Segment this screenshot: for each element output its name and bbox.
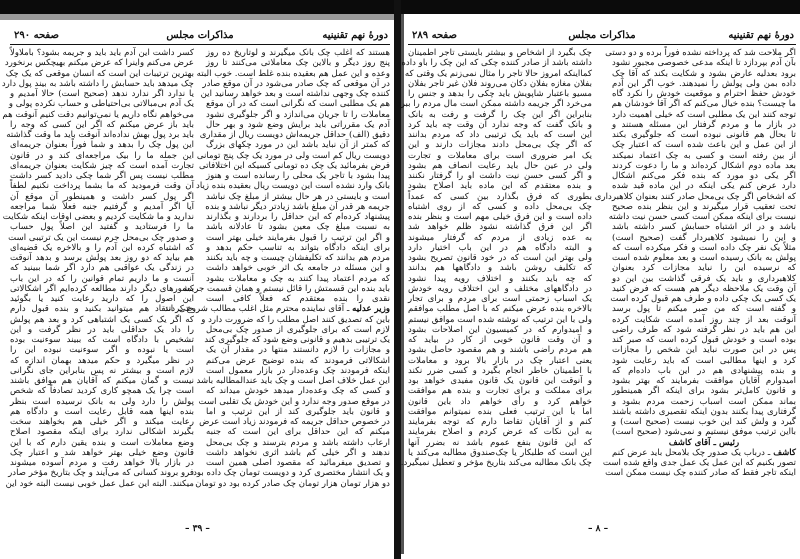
text-line: پولش را دارد ولی به بانک نرسیده است بنظر	[10, 396, 194, 407]
text-line: و آنوقت این قانون یک قانون مفیدی خواهد بود	[408, 376, 592, 386]
text-line: در خصوص حداقل جریمه که فرمودند زیاد است عرض	[199, 417, 390, 427]
text-line: پیدا بشود با تاجر یک محلی را رسانده است و هنوز	[206, 171, 390, 181]
text-line: حتی انتقاد هم میتوانید بکنید و بنده قبول دارم	[10, 304, 194, 315]
text-line: و کسی که چک وعده‌دار میدهد خودش میداند که	[206, 386, 390, 397]
text-line: مثلاً یک نفر چک داده است و فکر میکرده است که	[612, 242, 796, 253]
text-line: نقدی را بنده معتقدم که فعلاً کافی است	[206, 294, 390, 304]
text-line: خواهم کرد و رأی خواهم داد باین قانون	[408, 396, 592, 407]
text-line: باید بنده این قسمتش را قائل نیستم و همان قسمت جریمه	[182, 283, 390, 294]
text-line: وضع معاملات است و بنده یقین دارم که با این	[10, 437, 194, 448]
text-line: تجارت آمده است که چیز شکایت بعنوان جریمه‌ای	[10, 160, 194, 171]
volume-title: دورهٔ نهم تقنینیه	[728, 30, 794, 41]
speaker-text: ـ درباب یک صدور چک بلامحل باید عرض کنم	[612, 447, 771, 458]
text-line: در نظر میگیرد و حکم میدهد بهمان اندازه که	[10, 355, 194, 366]
text-line: که اشتباه کرده این آدم را و بالاخره یک قضیه‌ای	[10, 242, 194, 253]
text-line: توجه کنند این یک مطلبی است که خیلی اهمیت دارد	[612, 109, 796, 120]
text-line: ارعاب داشته باشد و مردم بترسند و چک بی‌محل	[206, 437, 390, 448]
page-footer-number: – ۸ –	[588, 524, 609, 534]
text-line: پیشنهاد کرده‌ام که این حداقل را بردارند و بگذارند	[206, 212, 390, 222]
text-line: با اطمینان خاطر انجام بگیرد و کسی ضرر نکند	[408, 365, 592, 376]
text-line: که چه باید بکنند و اختلاف رویه پیدا نشود	[408, 273, 592, 284]
text-line: آدم یک مقرراتی باید برایش وضع شود و بهر حال	[206, 119, 390, 130]
text-line: در دادگاههای مختلف و این اختلاف رویه خودش	[408, 283, 592, 294]
text-line: بنابراین اگر این چک را گرفت و رفت به بانک	[408, 109, 592, 120]
text-line: این عمل خلاف اصل است و چک باید عندالمطالبه باشد	[196, 376, 390, 386]
text-line: بهترین ترتیبات این است که انسان موقعی که یک چک	[5, 68, 194, 79]
text-line: مردم هم بدانند که تکلیفشان چیست و چه باید بکنند	[206, 253, 390, 263]
text-line: و قانون باید جلوگیری کند از این ترتیب و اما	[206, 406, 390, 417]
text-line: در موقع صدور وجه ندارد و این خودش یک تقلبی است	[198, 396, 390, 407]
text-line: بگیرند اشکالی ندارد برای اینکه مقصود اصلاح	[10, 427, 194, 438]
text-line: میکنم که این حداقل برای این است که جنبه	[206, 427, 390, 438]
text-line: و اگر این ترتیب را قبول بفرمایند خیلی بهتر است	[206, 232, 390, 243]
text-line: تشخیص با دادگاه است که ببیند سوءنیت بوده	[10, 335, 194, 345]
text-line: بطوری که فرق بگذارد بین کسی که عمداً	[408, 191, 592, 202]
text-column-left	[396, 48, 592, 468]
text-line: پنج روز دیگر و بالاین چک معاملاتی می‌کنند تا روز	[206, 58, 390, 69]
text-line: کرد و اینها مطالبی است که باید رعایت شود	[612, 355, 796, 366]
book-spine	[394, 0, 401, 559]
text-line: نیست و گمان میکنم که آقایان هم موافق باشند	[10, 376, 194, 386]
text-line: چک بی‌محل داده و کسی که از روی اشتباه	[408, 201, 592, 212]
text-line: داده بمن ولی پولش را نمیدهند. خوب اگر این آدم	[612, 78, 796, 89]
text-line: است چرا یک همچو کاری کردید تصادفاً که شخص	[10, 386, 194, 397]
text-line: بعد ماده دوم اشکال کرده‌اند و ما را دعوت کردند	[612, 160, 796, 171]
text-line: و اگر کسی حسن نیت داشت او را گرفتار نکنند	[408, 171, 592, 181]
text-line: ولی در عین حال باید رعایت انصاف هم بشود	[408, 160, 592, 171]
text-line: کسر داشت این آدم باید باید و جریمه بشود؟ باملاولاً	[10, 48, 194, 58]
text-line: این پول چک را بدهد و شما فوراً بعنوان جریمه‌ای	[10, 140, 194, 151]
text-line: ما را فرستادید و گفتید این اصلاً پول حساب	[10, 222, 194, 233]
text-line: این هم باید در نظر گرفته شود که طرف راضی	[612, 324, 796, 335]
text-line: برود بعدلیه عارض بشود و شکایت بکند که آقا چک	[612, 68, 796, 79]
text-line: که اگر چک بی‌محل دادند مجازات دارند و این	[408, 140, 592, 151]
text-line: اگر ملاحت شد که پرداخته نشده فوراً برده و دو دستی	[605, 48, 796, 58]
text-line: اینکه تاجر فقط که صادر کننده چک نیست ممکن است	[605, 468, 796, 479]
text-line: ولی بهتر این است که در خود قانون تصریح بشود	[408, 253, 592, 263]
text-line: که مردم اعتماد پیدا کنند به چک و معاملات بشود	[206, 273, 390, 284]
text-line: ولی با این ترتیب که نوشته شده است موافق نیستم	[408, 314, 592, 325]
text-line: این است که طلبکار یا چک‌صندوق مطالبه می‌کند یا	[408, 447, 592, 458]
text-line: چک بگیرد از اشخاص و بیشتر بایستی تاجر اطمینان	[408, 48, 592, 58]
text-line: لازم است که برای جلوگیری از صدور چک بی‌محل	[206, 324, 390, 335]
page-number: صفحه ۲۹۰	[14, 30, 59, 41]
text-line: دقیق (الف) حداقل جریمه‌اش دویست ریال از مقداری	[199, 130, 390, 140]
text-line: بنده اینها همه قابل رعایت است و دادگاه هم	[10, 406, 194, 417]
text-line: آن وقت یک ملاحظه دیگر هم هست که فرض کنید	[612, 283, 796, 294]
text-line: به عده زیادی از مردم که گرفتار میشوند	[408, 232, 592, 243]
text-line: آنست و ما داریم تمام قوانین را که در این باب	[10, 273, 194, 284]
page-number: صفحه ۲۸۹	[412, 30, 457, 41]
text-line: کمااینکه امروز حالا تاجر را مثال نمی‌زنم یک وقتی که	[404, 68, 592, 79]
text-line: بانک وارد نشده است این دویست ریال بعقیده بنده زیاد	[196, 181, 390, 192]
text-line: داده است و این فرق خیلی مهم است و بنظر بنده	[408, 212, 592, 222]
text-line: اگر پول کسر داشت و همینطور آن موقع آن	[10, 191, 194, 202]
scan-shadow	[0, 14, 400, 20]
text-line: که کمتر از آن نباید باشد این در مورد چکهای بزرگ	[206, 140, 390, 151]
text-line: ما چیست؟ بنده خیال می‌کنم که اگر آقا خودشان هم	[611, 99, 796, 110]
text-line: عرض می‌کنم واینرا که عرض میکنم بهیچکس برنخورد	[4, 58, 194, 69]
text-line: خودش حفظ احترام و موقعیت خودش را نکرد گاه	[612, 89, 796, 99]
text-line: که این قانون بنفع عموم باشد نه بضرر آنها	[408, 437, 592, 448]
page-header	[408, 28, 796, 45]
text-line: و بنده معتقدم که این ماده باید اصلاح بشود	[408, 181, 592, 192]
text-line: فرو بروند کسانی که می‌آیند و چک بتاریخ مؤخر صادر	[8, 468, 194, 479]
text-line: یک ترتیبی بدهیم و قانونی وضع شود که جلوگیری کند	[204, 335, 390, 345]
text-line: را داد یک حداقلی باید در نظر گرفت و این	[10, 324, 194, 335]
text-line: برای اینکه دادگاه بتواند به تناسب حکم بدهد و	[206, 242, 390, 253]
text-line: از بین رفته است و کسی به چک اعتماد نمیکند	[612, 150, 796, 161]
text-line: در زندگی یک عواقبی هم دارد اگر شما ببینید که	[10, 263, 194, 274]
text-line: معاملات را تا جریان می‌اندازد و اگر جلوگیری نشود	[206, 109, 390, 120]
text-line: وعده و این عمل هم بعقیده بنده غلط است. خوب البته	[196, 68, 390, 79]
text-line: و این را نمیشود کلاهبردار گفت (صحیح است)	[612, 232, 796, 243]
text-line: گرفتاری پیدا بکنند بدون اینکه تقصیری داشته باشند	[612, 406, 796, 417]
text-line: که اگر یک کسی یک اشتباهی کرد و بعد هم پولش	[10, 314, 194, 325]
text-line: و قانون کامل‌تر بشود برای اینکه اگر همینطور	[612, 386, 796, 397]
text-line: اگر این فرق گذاشته نشود ظلم خواهد شد	[408, 222, 592, 233]
page-footer-number: – ۳۹ –	[185, 524, 210, 534]
volume-title: دورهٔ نهم تقنینیه	[322, 30, 388, 41]
text-column-left	[1, 48, 194, 489]
text-line: و یک انتشار مختصری کرد و دویست تومان چک داده بود	[193, 468, 390, 479]
text-line: قانون وضع خیلی بهتر خواهد شد و اعتبار چک	[10, 447, 194, 458]
text-line: در بازار ما و مردم گرفتار این مسئله هستند و	[612, 119, 796, 130]
text-line: دویست ریال کم است ولی در مورد یک چک پنج تومانی	[196, 150, 390, 161]
text-line: و مجازات را لازم دانستند منتها در مقدار آن یک	[206, 345, 390, 356]
text-column-right	[594, 48, 797, 479]
running-title: مذاکرات مجلس	[568, 30, 636, 41]
text-line: مسیو باعتبار شاپویش باید چکی را بدهد و جنس را	[408, 89, 592, 99]
text-line: در بازار بالا خواهد رفت و مردم آسوده میشوند	[10, 458, 194, 468]
text-line: بوده است و خودش قبول کرده است که صبر کند	[612, 335, 796, 345]
right-page	[396, 28, 797, 548]
text-line: و البته دادگاه هم در این باب اختیار دارد	[408, 242, 592, 253]
text-line: و صدور چک بی‌محل جرم نیست این یک ترتیبی است	[8, 232, 194, 243]
text-line: و بنده پیشنهادی هم در این باب داده‌ام که	[612, 365, 796, 376]
text-line: یک کسی یک چکی داده و طرف هم قبول کرده است	[610, 294, 796, 304]
text-line: این است که باید یک ترتیبی داد که مردم بدانند	[408, 130, 592, 140]
text-line: کننده چک وجهی نداشته است و بعد خواهد رسانید این	[200, 89, 390, 99]
page-header	[10, 28, 390, 45]
text-line: برای مملکت و برای تجارت و بنده هم موافقت	[408, 386, 592, 397]
text-line: یک آدم بی‌مبالاتی بی‌احتیاطی و حساب نکرده پولی و	[8, 99, 194, 110]
text-line: این اصول را که دارید رعایت کنید یا بگوئید	[10, 294, 194, 304]
text-line: پس در این صورت نباید این شخص را مجازات	[612, 345, 796, 356]
text-line: نیست برای اینکه ممکن است کسی حسن نیت داشته	[608, 212, 796, 222]
text-line: تحت تعقیب قرار میگیرند و این بنظر بنده صحیح	[612, 201, 796, 212]
text-line: این جمله ما را بیک مراجعه‌ای کند و در قانون	[10, 150, 194, 161]
text-line: پولش به بانک رسیده است و بعد معلوم شده است	[612, 253, 796, 263]
text-line: در آن موقعی که چک صادر می‌شود در آن موقع صادر	[202, 78, 390, 89]
text-line: از این عمل و این باعث شده است که اعتبار چک	[612, 140, 796, 151]
text-line: اگر یکی دو مورد که بنده فکر می‌کنم اشکال	[612, 171, 796, 181]
text-line: بفلان مغازه بفلان دکان می‌روند فلان غیر تاجر بفلان	[408, 78, 592, 89]
text-line: جریمه هر قدر آن مبلغ باشد زیادتر دیگر نباشد و بنده	[205, 201, 390, 212]
text-line: آنوقت بعد از چند روز آمده است شکایت کرده	[612, 314, 796, 325]
speaker-line	[612, 448, 796, 458]
text-line: می‌خرد اگر جریمه داشته ممکن است مال مردم را ببرد	[396, 99, 592, 110]
text-column-right	[164, 48, 390, 489]
text-line: باشد و در اثر اشتباه حسابش کسر داشته باشد	[612, 222, 796, 233]
speaker-name: کاشف	[773, 447, 797, 458]
text-line: چک میدهد باید حسابش را داشته باشد به بیند پول دارد	[1, 78, 194, 89]
text-line: آیا اگر آمدیم و گرفتیم جنبه فعلاً شما مراجعه	[10, 201, 194, 212]
text-line: و تصدیق میفرمائید که مقصود اصلی همین است	[206, 458, 390, 468]
running-title: مذاکرات مجلس	[166, 30, 234, 41]
text-line: یک امر ضروری است برای معاملات و تجارت	[408, 150, 592, 161]
text-line: ندهند و اگر خیلی کم باشد اثری نخواهد داشت	[206, 447, 390, 458]
text-line: گیرد و ولش کند این خوب نیست (صحیح است) و	[612, 417, 796, 427]
text-line: کنم و از آقایان تقاضا دارم که توجه بفرمایند	[408, 417, 592, 427]
speaker-text: ـ آقای نماینده محترم مثل اغلب مطالب شروع کردند	[164, 304, 350, 315]
text-line: یا ندارد اگر ندارد ندهد (صحیح است) حالا آمدیم و	[10, 89, 194, 99]
text-line: چک بانک مطالبه می‌کند بتاریخ مؤخر و تعطیل نمیگیرد.	[400, 458, 592, 468]
text-line: به نسبت مبلغ چک معین بشود تا عادلانه باشد	[206, 222, 390, 233]
text-line: داشته باشد از صادر کننده چکی که این چک را باو داده	[401, 58, 592, 69]
text-line: باید برد پول بهش نداده‌اند آنوقت باید ما وقت گذاشته	[6, 130, 194, 140]
text-line: و بانک گفت که وجه ندارد آن وقت چه باید کرد	[408, 119, 592, 130]
text-line: اشکالاتی فرمودند که بنده توضیح عرض می‌کنم	[206, 355, 390, 366]
speaker-name: وزیر عدلیه	[352, 304, 390, 315]
text-line: تصور بکنیم که این عمل یک عمل جدی واقع شده است	[602, 458, 796, 468]
text-line: که تکلیف روشن باشد و دادگاهها هم بدانند	[408, 263, 592, 274]
text-line: تا بحال هم قانونی نبوده است که جلوگیری بکند	[612, 130, 796, 140]
text-line: که نرسیده این را نباید مجازات کرد بعنوان	[612, 263, 796, 274]
text-line: بآن آدم بپردازد تا اینکه مدعی خصوصی مجبور نشود	[612, 58, 796, 69]
text-line: است یا نبوده و اگر سوءنیت نبوده این را	[10, 345, 194, 356]
speaker-heading: رئیس ـ آقای کاشف	[668, 437, 740, 448]
text-line: دارد عرض کنم یکی اینکه در این ماده قید شده	[612, 181, 796, 192]
speaker-line	[164, 304, 390, 315]
text-line: یک اسباب زحمتی است برای مردم و برای تجار	[408, 294, 592, 304]
text-line: باین که تصدیق کنند اصل مطلب را که ضرورت دارد و	[201, 314, 390, 325]
text-line: دو هزار تومان هزار تومان چک صادر کرده بود دو تومان	[195, 478, 390, 489]
text-line: ندارید و ما شکایت کردیم و بعضی اوقات اینکه شکایت	[2, 212, 194, 222]
text-line: و این مسئله در جامعه یک اثر خوبی خواهد داشت	[206, 263, 390, 274]
text-line: و امیدوارم که در کمیسیون این اصلاحات بشود	[408, 324, 592, 335]
text-line: امیدوارم آقایان موافقت بفرمایند که بهتر بشود	[612, 376, 796, 386]
text-line: اما با این ترتیب فعلی بنده نمیتوانم موافقت	[408, 406, 592, 417]
text-line: کشورهای دیگر دارند مطالعه کرده‌ایم اگر اشکالاتی	[10, 283, 194, 294]
text-line: می‌خواهم نگاه داریم یا نمی‌توانیم دقت کنیم آنوقت هم	[2, 109, 194, 120]
text-line: بماند ممکن است اسباب زحمت مردم بشود و	[612, 396, 796, 407]
text-line: رعایت میکند و اگر خیلی هم بخواهند سخت	[10, 417, 194, 427]
left-page	[1, 28, 390, 548]
text-line: هم مردم راضی باشند و هم مقصود حاصل بشود	[408, 345, 592, 356]
text-line: و گفته است که من صبر میکنم تا پول برسد	[612, 304, 796, 315]
text-line: به این نکات که عرض کردم و اصلاح بفرمایند	[408, 427, 592, 438]
text-line: بااین ترتیب موفق نیستیم و نمی‌شود (صحیح است)	[612, 427, 796, 438]
text-line: باید باز عرض میکنم که اگر این کسی که وجه را	[10, 119, 194, 130]
book-spine-shadow	[401, 14, 404, 554]
text-line: کلاهبرداری و باید یک فرقی گذاشت بین این دو	[612, 273, 796, 284]
text-line: هم بیاید که دو روز بعد پولش برسد و بدهد آنوقت	[10, 253, 194, 263]
text-line: هستند که اغلب چک بانک میگیرند و لوتاریخ ده روز	[206, 48, 390, 58]
text-line: هم یک مطلبی است که نگرانی است که در آن موقع	[206, 99, 390, 110]
text-line: مطلب نیست پس اگر شما چکی دادید کسر داشت	[10, 171, 194, 181]
text-line: میکنند. البته این عمل عمل خوبی نیست البته خود این	[5, 478, 194, 489]
text-line: که اشخاص اگر چک بی‌محل صادر کنند بعنوان کلاهبرداری	[594, 191, 796, 202]
text-line: آن وقت فرمودید که ما بشما پرداخت نکنیم لطفاً	[10, 181, 194, 192]
text-line: اینکه فرمودند چک وعده‌دار در بازار معمول است	[206, 365, 390, 376]
text-line: فرض بفرمائید یک چک ده تومانی کسیکه این اختلافاتی	[198, 160, 390, 171]
text-line: بالاخره بنده عرض میکنم که با اصل مطلب موافقم	[408, 304, 592, 315]
text-line: یعنی اعتبار چک در بازار بالا برود و معاملات	[408, 355, 592, 366]
text-line: است و بایستی در هر حال بیشتر از مبلغ چک نباشد	[206, 191, 390, 202]
text-line: و آن وقت قانون خوبی از کار در بیاید که	[408, 335, 592, 345]
text-line: لازم است و بیشتر نه پس بنابراین جای نگرانی	[10, 365, 194, 376]
